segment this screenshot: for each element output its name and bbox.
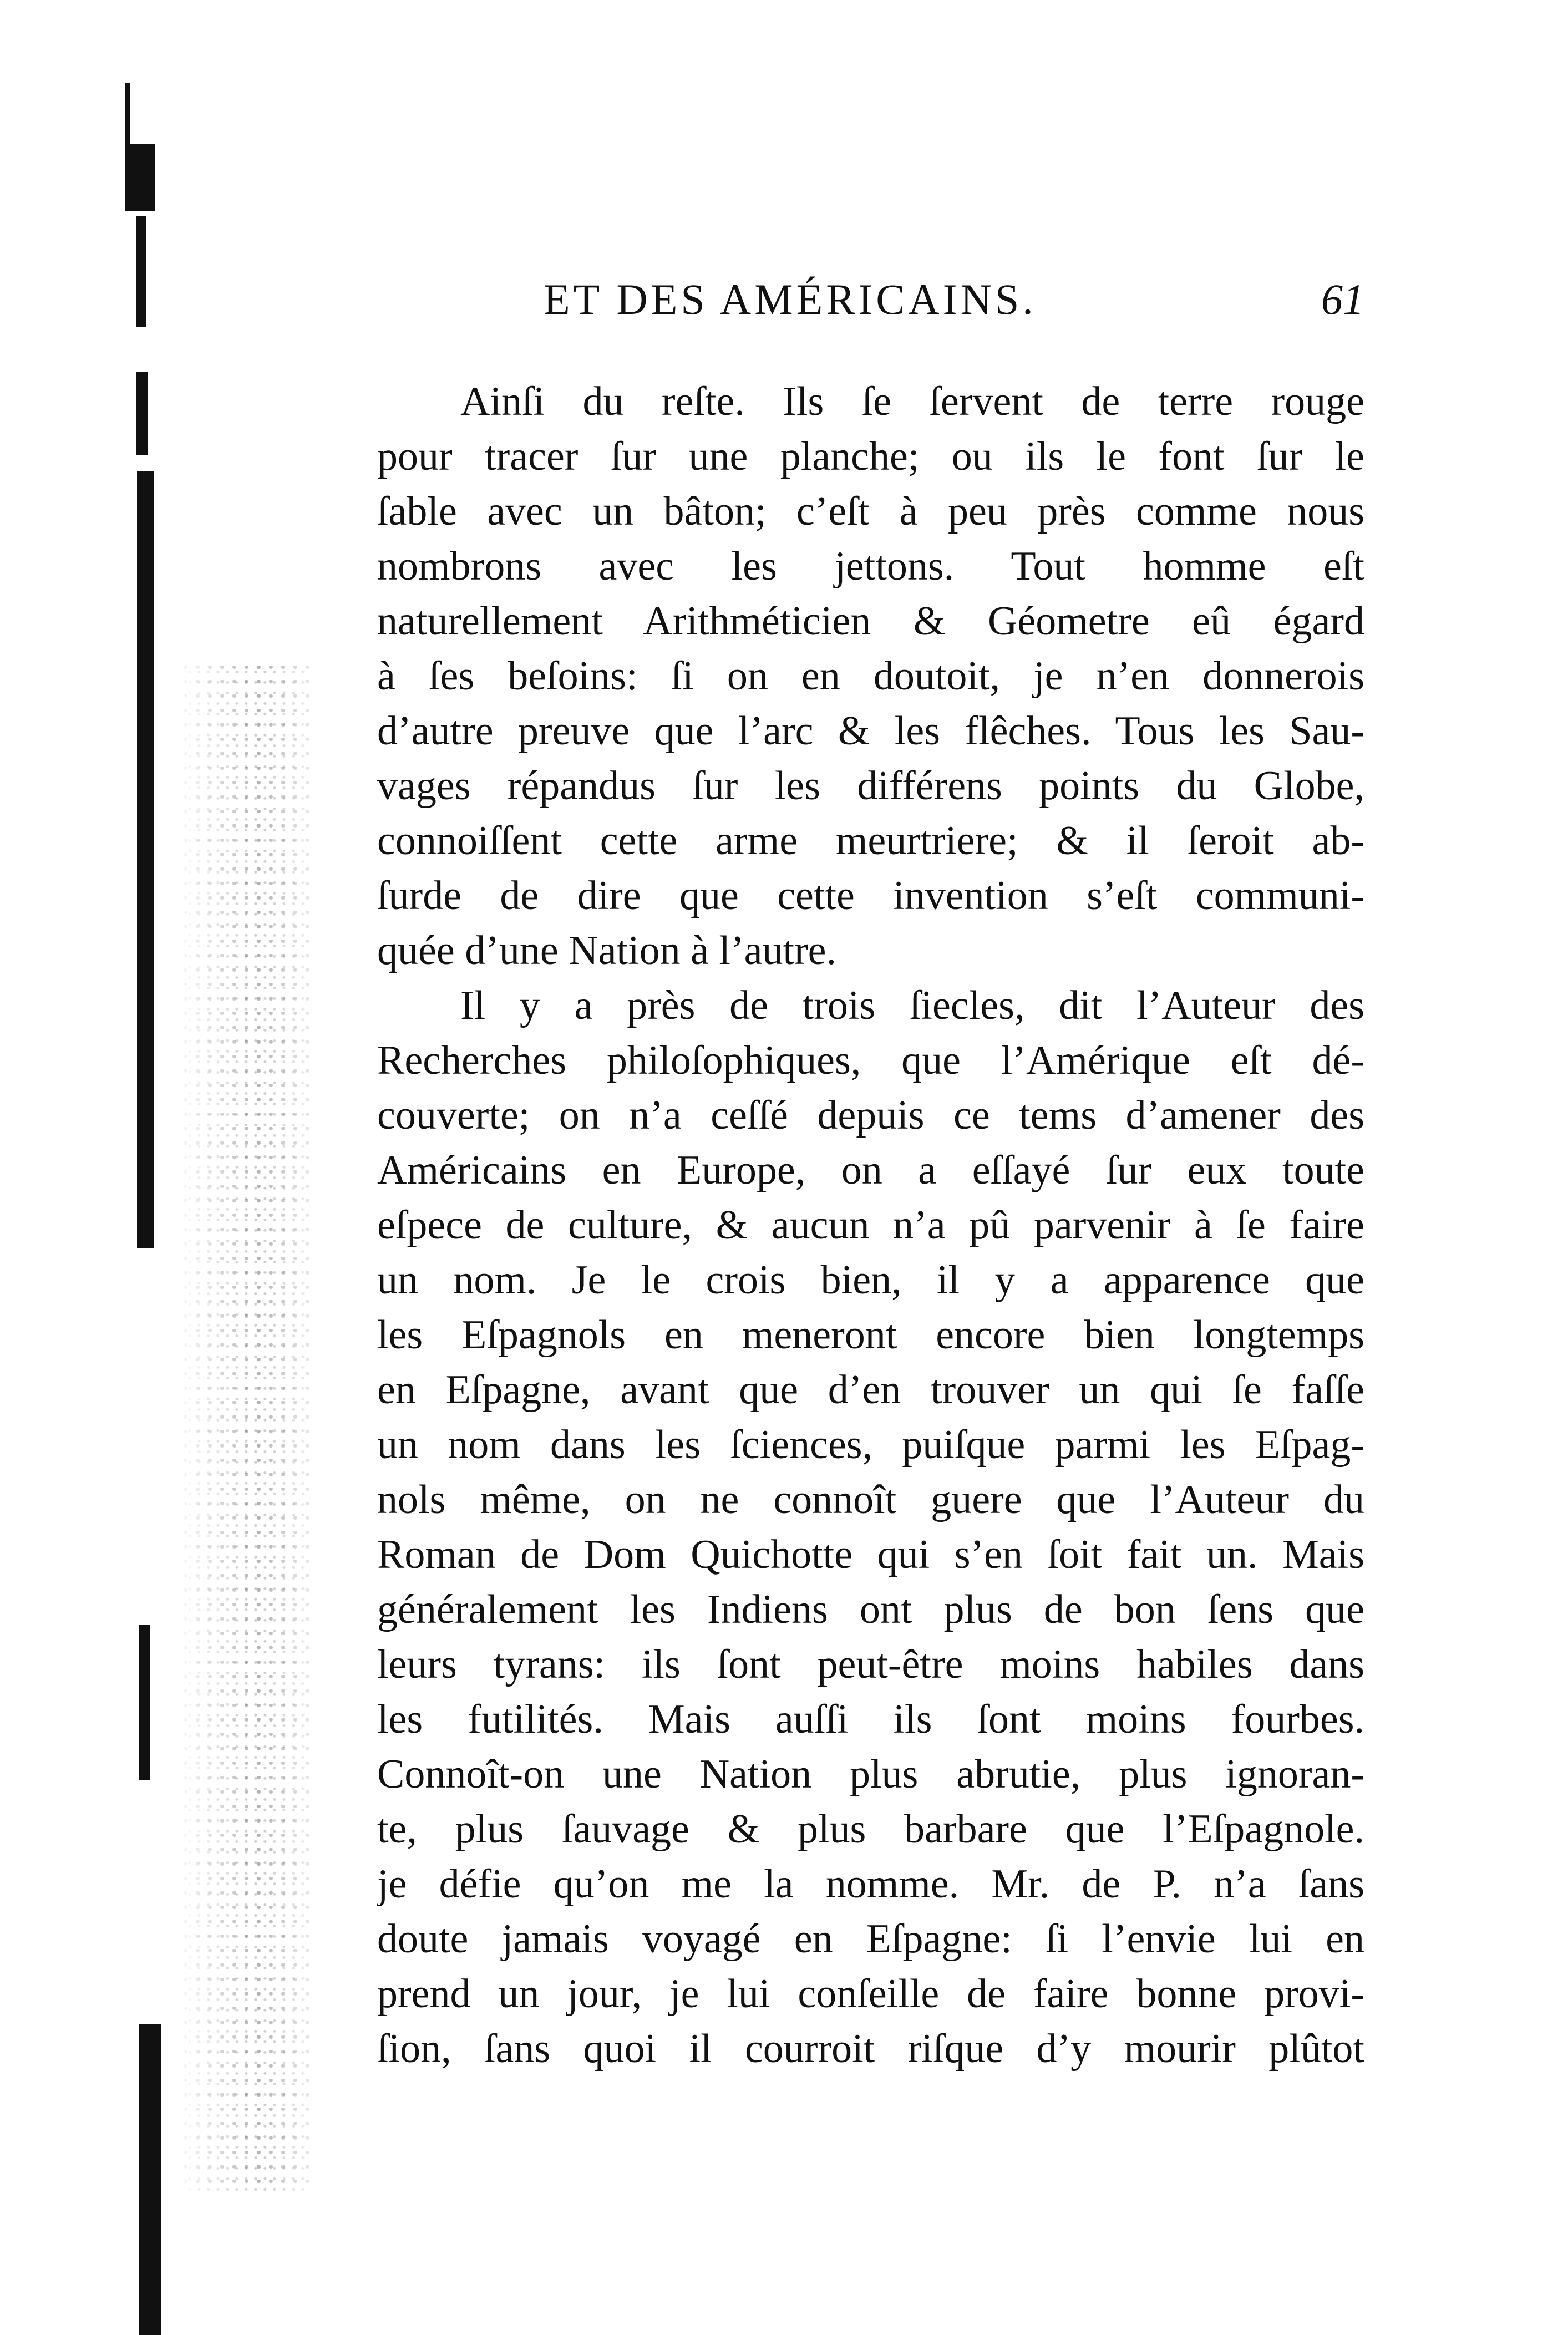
page-number: 61 [1321, 275, 1364, 323]
text-line: Roman de Dom Quichotte qui s’en ſoit fait un. Mais [377, 1532, 1364, 1577]
text-line: naturellement Arithméticien & Géometre eû égard [377, 598, 1364, 644]
text-line: nombrons avec les jettons. Tout homme eſt [377, 544, 1364, 589]
text-line: pour tracer ſur une planche; ou ils le font ſur le [377, 434, 1364, 479]
text-line: les futilités. Mais auſſi ils ſont moins fourbes. [377, 1697, 1364, 1742]
text-line: prend un jour, je lui conſeille de faire bonne provi- [377, 1971, 1364, 2017]
text-line: d’autre preuve que l’arc & les flêches. Tous les Sau- [377, 708, 1364, 754]
text-line: Il y a près de trois ſiecles, dit l’Auteur des [460, 983, 1364, 1028]
text-line: Ainſi du reſte. Ils ſe ſervent de terre rouge [460, 379, 1364, 424]
running-head: ET DES AMÉRICAINS. [544, 275, 1037, 323]
text-line: ſable avec un bâton; c’eſt à peu près comme nous [377, 489, 1364, 534]
text-line: connoiſſent cette arme meurtriere; & il ſeroit ab- [377, 818, 1364, 864]
binding-shadow [125, 83, 166, 2246]
text-line: te, plus ſauvage & plus barbare que l’Eſpagnole. [377, 1806, 1364, 1852]
text-line: ſion, ſans quoi il courroit riſque d’y mourir plûtot [377, 2026, 1364, 2072]
page-header [544, 275, 1364, 336]
text-line: à ſes beſoins: ſi on en doutoit, je n’en donnerois [377, 653, 1364, 699]
text-line: ſurde de dire que cette invention s’eſt communi- [377, 873, 1364, 918]
text-line: couverte; on n’a ceſſé depuis ce tems d’amener des [377, 1093, 1364, 1138]
text-line: Recherches philoſophiques, que l’Amérique eſt dé- [377, 1038, 1364, 1083]
text-line: en Eſpagne, avant que d’en trouver un qui ſe faſſe [377, 1367, 1364, 1413]
text-line: nols même, on ne connoît guere que l’Auteur du [377, 1477, 1364, 1522]
body-text [377, 374, 1364, 2077]
text-line: Connoît-on une Nation plus abrutie, plus ignoran- [377, 1752, 1364, 1797]
text-line: vages répandus ſur les différens points du Globe, [377, 763, 1364, 809]
text-line: je défie qu’on me la nomme. Mr. de P. n’a ſans [377, 1861, 1364, 1907]
text-line: les Eſpagnols en meneront encore bien longtemps [377, 1312, 1364, 1358]
text-line: eſpece de culture, & aucun n’a pû parvenir à ſe faire [377, 1202, 1364, 1248]
scan-speckle [183, 666, 311, 2191]
text-line: Américains en Europe, on a eſſayé ſur eux toute [377, 1148, 1364, 1193]
text-line: un nom dans les ſciences, puiſque parmi les Eſpag- [377, 1422, 1364, 1468]
text-line: doute jamais voyagé en Eſpagne: ſi l’envie lui en [377, 1916, 1364, 1962]
text-line: un nom. Je le crois bien, il y a apparence que [377, 1257, 1364, 1303]
text-line: généralement les Indiens ont plus de bon ſens que [377, 1587, 1364, 1632]
text-line: leurs tyrans: ils ſont peut-être moins habiles dans [377, 1642, 1364, 1687]
text-line: quée d’une Nation à l’autre. [377, 928, 837, 973]
